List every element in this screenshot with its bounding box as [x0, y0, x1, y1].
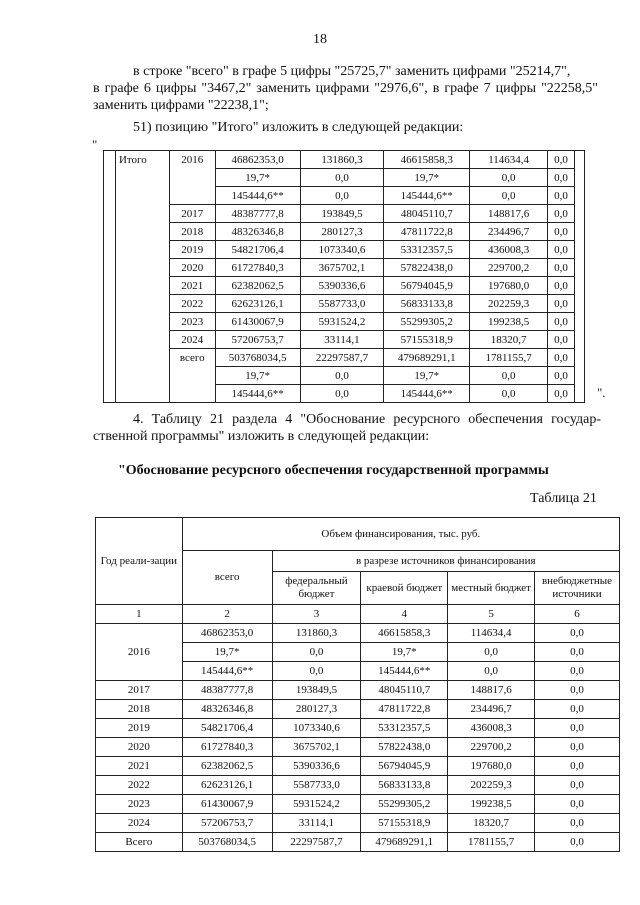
value-cell: 1781155,7 — [470, 349, 548, 367]
value-cell: 47811722,8 — [384, 223, 470, 241]
empty-cell — [574, 151, 584, 169]
column-number: 4 — [361, 605, 448, 624]
value-cell: 62623126,1 — [215, 295, 300, 313]
row-label — [115, 313, 169, 331]
table-caption: Таблица 21 — [530, 491, 597, 506]
value-cell: 0,0 — [535, 662, 620, 681]
empty-cell — [104, 169, 116, 187]
value-cell: 22297587,7 — [300, 349, 384, 367]
value-cell: 0,0 — [548, 151, 575, 169]
value-cell: 0,0 — [548, 205, 575, 223]
value-cell: 48045110,7 — [361, 681, 448, 700]
value-cell: 0,0 — [535, 681, 620, 700]
value-cell: 48326346,8 — [215, 223, 300, 241]
value-cell: 234496,7 — [470, 223, 548, 241]
value-cell: 54821706,4 — [182, 719, 272, 738]
table-row — [104, 241, 585, 259]
empty-cell — [574, 313, 584, 331]
empty-cell — [104, 349, 116, 367]
empty-cell — [574, 349, 584, 367]
empty-cell — [574, 241, 584, 259]
year-cell — [169, 367, 215, 385]
year-cell: 2022 — [169, 295, 215, 313]
table-row — [104, 367, 585, 385]
empty-cell — [574, 367, 584, 385]
value-cell: 0,0 — [535, 643, 620, 662]
table-row — [96, 681, 620, 700]
value-cell: 57155318,9 — [361, 814, 448, 833]
value-cell: 0,0 — [548, 169, 575, 187]
value-cell: 48387777,8 — [215, 205, 300, 223]
value-cell: 53312357,5 — [361, 719, 448, 738]
value-cell: 0,0 — [535, 795, 620, 814]
table-row — [96, 795, 620, 814]
value-cell: 19,7* — [215, 367, 300, 385]
empty-cell — [104, 205, 116, 223]
table-row — [104, 385, 585, 403]
header-volume: Объем финансирования, тыс. руб. — [182, 518, 619, 551]
value-cell: 0,0 — [272, 662, 361, 681]
year-cell: 2017 — [96, 681, 183, 700]
value-cell: 46615858,3 — [384, 151, 470, 169]
value-cell: 62623126,1 — [182, 776, 272, 795]
header-federal: федеральный бюджет — [272, 572, 361, 605]
column-number-row — [96, 605, 620, 624]
value-cell: 0,0 — [448, 662, 535, 681]
value-cell: 5587733,0 — [272, 776, 361, 795]
year-cell: 2024 — [169, 331, 215, 349]
year-cell: 2017 — [169, 205, 215, 223]
row-label — [115, 259, 169, 277]
value-cell: 145444,6** — [384, 385, 470, 403]
table-row — [96, 833, 620, 852]
value-cell: 145444,6** — [215, 187, 300, 205]
value-cell: 61727840,3 — [182, 738, 272, 757]
year-cell: 2019 — [169, 241, 215, 259]
value-cell: 280127,3 — [272, 700, 361, 719]
value-cell: 5390336,6 — [272, 757, 361, 776]
value-cell: 0,0 — [272, 643, 361, 662]
empty-cell — [104, 259, 116, 277]
empty-cell — [574, 295, 584, 313]
row-label — [115, 331, 169, 349]
item-51-paragraph: 51) позицию "Итого" изложить в следующей редакции: — [133, 120, 464, 135]
value-cell: 57822438,0 — [361, 738, 448, 757]
year-cell: 2023 — [169, 313, 215, 331]
value-cell: 503768034,5 — [182, 833, 272, 852]
value-cell: 46615858,3 — [361, 624, 448, 643]
value-cell: 19,7* — [182, 643, 272, 662]
value-cell: 46862353,0 — [182, 624, 272, 643]
value-cell: 148817,6 — [448, 681, 535, 700]
item-4-paragraph — [93, 411, 601, 445]
value-cell: 0,0 — [548, 223, 575, 241]
value-cell: 0,0 — [470, 367, 548, 385]
value-cell: 229700,2 — [470, 259, 548, 277]
value-cell: 5931524,2 — [300, 313, 384, 331]
value-cell: 0,0 — [548, 385, 575, 403]
year-cell: 2021 — [96, 757, 183, 776]
value-cell: 234496,7 — [448, 700, 535, 719]
value-cell: 197680,0 — [470, 277, 548, 295]
value-cell: 0,0 — [548, 277, 575, 295]
value-cell: 22297587,7 — [272, 833, 361, 852]
column-number: 2 — [182, 605, 272, 624]
value-cell: 56794045,9 — [384, 277, 470, 295]
value-cell: 48326346,8 — [182, 700, 272, 719]
row-label — [115, 187, 169, 205]
value-cell: 0,0 — [548, 241, 575, 259]
empty-cell — [574, 385, 584, 403]
table-row — [104, 223, 585, 241]
value-cell: 0,0 — [300, 187, 384, 205]
column-number: 5 — [448, 605, 535, 624]
table-row — [96, 814, 620, 833]
value-cell: 19,7* — [384, 169, 470, 187]
closing-quote: ". — [597, 385, 606, 400]
empty-cell — [574, 205, 584, 223]
table-row — [104, 259, 585, 277]
value-cell: 479689291,1 — [384, 349, 470, 367]
value-cell: 0,0 — [470, 187, 548, 205]
page-number: 18 — [313, 32, 327, 47]
itogo-table — [103, 150, 585, 403]
year-cell: Всего — [96, 833, 183, 852]
header-regional: краевой бюджет — [361, 572, 448, 605]
value-cell: 0,0 — [548, 331, 575, 349]
header-extra: внебюджетные источники — [535, 572, 620, 605]
value-cell: 0,0 — [535, 776, 620, 795]
value-cell: 436008,3 — [470, 241, 548, 259]
value-cell: 62382062,5 — [215, 277, 300, 295]
year-cell — [169, 385, 215, 403]
value-cell: 5587733,0 — [300, 295, 384, 313]
value-cell: 0,0 — [548, 259, 575, 277]
row-label — [115, 223, 169, 241]
value-cell: 1073340,6 — [300, 241, 384, 259]
row-label: Итого — [115, 151, 169, 169]
value-cell: 57206753,7 — [215, 331, 300, 349]
year-cell: 2023 — [96, 795, 183, 814]
table-row — [96, 624, 620, 643]
value-cell: 5390336,6 — [300, 277, 384, 295]
value-cell: 57155318,9 — [384, 331, 470, 349]
section-heading: "Обоснование ресурсного обеспечения государственной программы — [118, 463, 549, 478]
empty-cell — [104, 331, 116, 349]
value-cell: 56833133,8 — [384, 295, 470, 313]
value-cell: 229700,2 — [448, 738, 535, 757]
empty-cell — [104, 367, 116, 385]
value-cell: 61430067,9 — [215, 313, 300, 331]
empty-cell — [104, 151, 116, 169]
value-cell: 19,7* — [361, 643, 448, 662]
empty-cell — [574, 169, 584, 187]
value-cell: 202259,3 — [448, 776, 535, 795]
value-cell: 0,0 — [548, 295, 575, 313]
value-cell: 0,0 — [300, 169, 384, 187]
item-4-text: 4. Таблицу 21 раздела 4 "Обоснование ресурсного обеспечения государ-ственной программы" изложить в следующей редакции: — [93, 412, 601, 444]
value-cell: 18320,7 — [448, 814, 535, 833]
table-row — [96, 700, 620, 719]
table-row — [96, 738, 620, 757]
value-cell: 0,0 — [535, 719, 620, 738]
value-cell: 3675702,1 — [272, 738, 361, 757]
year-cell: 2019 — [96, 719, 183, 738]
opening-quote: " — [92, 137, 98, 152]
year-cell: 2024 — [96, 814, 183, 833]
row-label — [115, 367, 169, 385]
empty-cell — [104, 385, 116, 403]
table-row — [104, 313, 585, 331]
value-cell: 1073340,6 — [272, 719, 361, 738]
empty-cell — [104, 223, 116, 241]
value-cell: 53312357,5 — [384, 241, 470, 259]
value-cell: 114634,4 — [448, 624, 535, 643]
row-label — [115, 169, 169, 187]
empty-cell — [574, 331, 584, 349]
year-cell: 2018 — [169, 223, 215, 241]
table-row — [104, 349, 585, 367]
value-cell: 1781155,7 — [448, 833, 535, 852]
value-cell: 202259,3 — [470, 295, 548, 313]
year-cell: всего — [169, 349, 215, 367]
value-cell: 61727840,3 — [215, 259, 300, 277]
value-cell: 47811722,8 — [361, 700, 448, 719]
value-cell: 0,0 — [535, 757, 620, 776]
year-cell: 2018 — [96, 700, 183, 719]
year-cell — [169, 169, 215, 187]
value-cell: 0,0 — [548, 367, 575, 385]
table-row — [104, 151, 585, 169]
table-row — [104, 331, 585, 349]
value-cell: 131860,3 — [272, 624, 361, 643]
value-cell: 62382062,5 — [182, 757, 272, 776]
value-cell: 193849,5 — [272, 681, 361, 700]
amendment-line-1: в строке "всего" в графе 5 цифры "25725,7" заменить цифрами "25214,7", — [133, 64, 571, 79]
value-cell: 114634,4 — [470, 151, 548, 169]
value-cell: 54821706,4 — [215, 241, 300, 259]
value-cell: 0,0 — [535, 700, 620, 719]
empty-cell — [104, 313, 116, 331]
table-row — [96, 719, 620, 738]
value-cell: 0,0 — [548, 187, 575, 205]
value-cell: 199238,5 — [470, 313, 548, 331]
value-cell: 56833133,8 — [361, 776, 448, 795]
value-cell: 56794045,9 — [361, 757, 448, 776]
table-row — [96, 776, 620, 795]
column-number: 3 — [272, 605, 361, 624]
value-cell: 48387777,8 — [182, 681, 272, 700]
value-cell: 145444,6** — [215, 385, 300, 403]
row-label — [115, 205, 169, 223]
value-cell: 0,0 — [548, 313, 575, 331]
year-cell: 2021 — [169, 277, 215, 295]
value-cell: 0,0 — [535, 738, 620, 757]
year-cell: 2020 — [169, 259, 215, 277]
value-cell: 145444,6** — [384, 187, 470, 205]
value-cell: 0,0 — [470, 385, 548, 403]
column-number: 6 — [535, 605, 620, 624]
table-row — [96, 757, 620, 776]
empty-cell — [574, 223, 584, 241]
value-cell: 199238,5 — [448, 795, 535, 814]
empty-cell — [104, 295, 116, 313]
value-cell: 57822438,0 — [384, 259, 470, 277]
value-cell: 145444,6** — [182, 662, 272, 681]
value-cell: 436008,3 — [448, 719, 535, 738]
empty-cell — [104, 241, 116, 259]
value-cell: 3675702,1 — [300, 259, 384, 277]
value-cell: 0,0 — [470, 169, 548, 187]
year-cell: 2022 — [96, 776, 183, 795]
row-label — [115, 241, 169, 259]
header-year: Год реали-зации — [96, 518, 183, 605]
value-cell: 5931524,2 — [272, 795, 361, 814]
header-local: местный бюджет — [448, 572, 535, 605]
value-cell: 33114,1 — [300, 331, 384, 349]
year-cell: 2020 — [96, 738, 183, 757]
value-cell: 503768034,5 — [215, 349, 300, 367]
year-cell — [169, 187, 215, 205]
row-label — [115, 349, 169, 367]
value-cell: 0,0 — [535, 833, 620, 852]
value-cell: 280127,3 — [300, 223, 384, 241]
value-cell: 131860,3 — [300, 151, 384, 169]
value-cell: 57206753,7 — [182, 814, 272, 833]
value-cell: 0,0 — [535, 624, 620, 643]
value-cell: 46862353,0 — [215, 151, 300, 169]
row-label — [115, 295, 169, 313]
value-cell: 19,7* — [384, 367, 470, 385]
value-cell: 479689291,1 — [361, 833, 448, 852]
row-label — [115, 277, 169, 295]
year-cell: 2016 — [169, 151, 215, 169]
value-cell: 55299305,2 — [384, 313, 470, 331]
value-cell: 48045110,7 — [384, 205, 470, 223]
value-cell: 0,0 — [535, 814, 620, 833]
value-cell: 0,0 — [448, 643, 535, 662]
header-sources: в разрезе источников финансирования — [272, 551, 620, 572]
value-cell: 193849,5 — [300, 205, 384, 223]
value-cell: 0,0 — [300, 385, 384, 403]
table-row — [104, 277, 585, 295]
value-cell: 55299305,2 — [361, 795, 448, 814]
empty-cell — [574, 187, 584, 205]
funding-table — [95, 517, 620, 852]
table-row — [104, 169, 585, 187]
table-row — [104, 187, 585, 205]
table-row — [104, 205, 585, 223]
empty-cell — [574, 277, 584, 295]
value-cell: 18320,7 — [470, 331, 548, 349]
amendment-line-rest: в графе 6 цифры "3467,2" заменить цифрами "2976,6", в графе 7 цифры "22258,5" заменить цифрами "22238,1"; — [93, 81, 598, 113]
table-row — [104, 295, 585, 313]
value-cell: 0,0 — [300, 367, 384, 385]
value-cell: 33114,1 — [272, 814, 361, 833]
amendment-paragraph — [93, 63, 598, 114]
empty-cell — [574, 259, 584, 277]
value-cell: 0,0 — [548, 349, 575, 367]
value-cell: 148817,6 — [470, 205, 548, 223]
year-cell: 2016 — [96, 624, 183, 681]
value-cell: 61430067,9 — [182, 795, 272, 814]
column-number: 1 — [96, 605, 183, 624]
empty-cell — [104, 187, 116, 205]
row-label — [115, 385, 169, 403]
header-total: всего — [182, 551, 272, 605]
empty-cell — [104, 277, 116, 295]
value-cell: 19,7* — [215, 169, 300, 187]
value-cell: 145444,6** — [361, 662, 448, 681]
value-cell: 197680,0 — [448, 757, 535, 776]
